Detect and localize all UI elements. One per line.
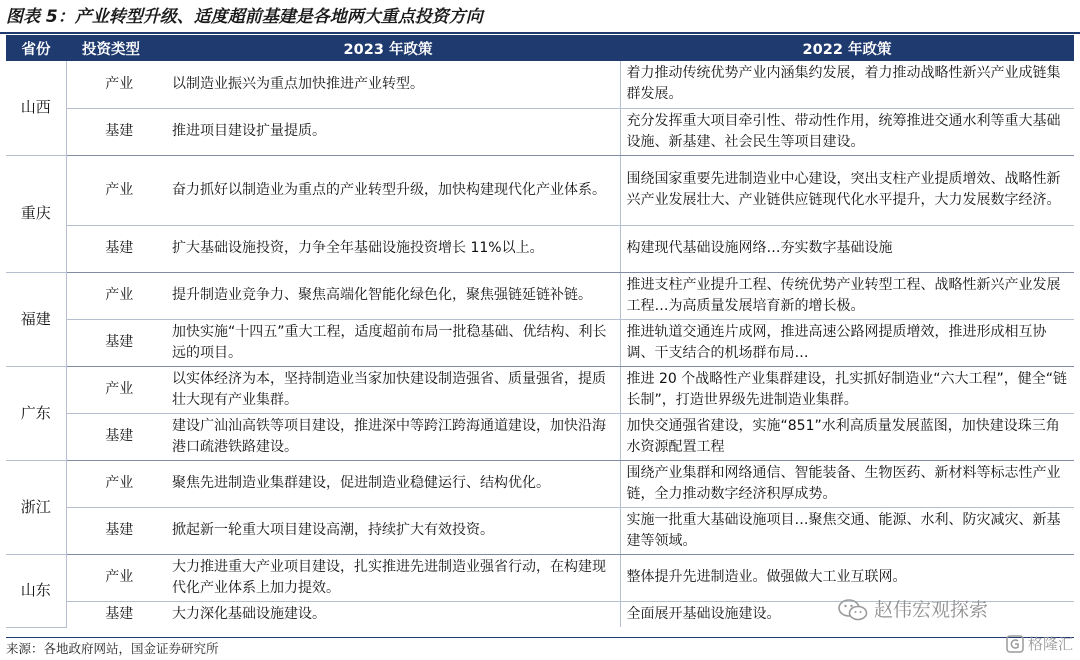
table-row	[6, 272, 1074, 319]
type-cell: 产业	[66, 155, 156, 225]
policy-2022-cell: 推进轨道交通连片成网，推进高速公路网提质增效，推进形成相互协调、干支结合的机场群布局…	[620, 319, 1074, 366]
policy-2022-cell: 围绕国家重要先进制造业中心建设，突出支柱产业提质增效、战略性新兴产业发展壮大、产业链供应链现代化水平提升，大力发展数字经济。	[620, 155, 1074, 225]
policy-2023-cell: 掀起新一轮重大项目建设高潮，持续扩大有效投资。	[156, 507, 620, 554]
gelonghui-watermark	[1006, 632, 1073, 656]
province-cell: 浙江	[6, 460, 66, 554]
gelonghui-logo-icon	[1006, 635, 1024, 653]
policy-2023-cell: 建设广汕汕高铁等项目建设，推进深中等跨江跨海通道建设，加快沿海港口疏港铁路建设。	[156, 413, 620, 460]
policy-2023-cell: 大力深化基础设施建设。	[172, 605, 326, 622]
type-cell: 基建	[105, 605, 134, 622]
policy-2022-cell: 着力推动传统优势产业内涵集约发展，着力推动战略性新兴产业成链集群发展。	[620, 61, 1074, 108]
type-cell: 基建	[66, 225, 156, 272]
policy-2023-cell: 加快实施“十四五”重大工程，适度超前布局一批稳基础、优结构、利长远的项目。	[156, 319, 620, 366]
table-row	[6, 554, 1074, 601]
gelonghui-name: 格隆汇	[1028, 635, 1074, 653]
type-cell: 产业	[66, 554, 156, 601]
table-row	[6, 225, 1074, 272]
table-row	[6, 108, 1074, 155]
header-2022: 2022 年政策	[620, 35, 1074, 61]
policy-2022-cell: 构建现代基础设施网络…夯实数字基础设施	[620, 225, 1074, 272]
type-cell: 产业	[66, 61, 156, 108]
table-row	[6, 319, 1074, 366]
table-row	[6, 460, 1074, 507]
policy-2023-cell: 以实体经济为本，坚持制造业当家加快建设制造强省、质量强省，提质壮大现有产业集群。	[156, 366, 620, 413]
table-row	[6, 366, 1074, 413]
wechat-icon	[838, 598, 868, 622]
policy-2022-cell: 围绕产业集群和网络通信、智能装备、生物医药、新材料等标志性产业链，全力推动数字经济积厚成势。	[620, 460, 1074, 507]
table-row	[6, 413, 1074, 460]
policy-2023-cell: 大力推进重大产业项目建设，扎实推进先进制造业强省行动，在构建现代化产业体系上加力提效。	[156, 554, 620, 601]
province-cell: 山西	[6, 61, 66, 155]
table-row	[6, 61, 1074, 108]
policy-2023-cell: 推进项目建设扩量提质。	[156, 108, 620, 155]
policy-2022-cell: 充分发挥重大项目牵引性、带动性作用，统筹推进交通水利等重大基础设施、新基建、社会民生等项目建设。	[620, 108, 1074, 155]
policy-2022-cell: 整体提升先进制造业。做强做大工业互联网。	[620, 554, 1074, 601]
policy-2023-cell: 扩大基础设施投资，力争全年基础设施投资增长 11%以上。	[156, 225, 620, 272]
source-note: 来源：各地政府网站，国金证券研究所	[6, 641, 219, 656]
table-row	[6, 507, 1074, 554]
policy-2023-cell: 聚焦先进制造业集群建设，促进制造业稳健运行、结构优化。	[156, 460, 620, 507]
policy-2022-cell: 全面展开基础设施建设。	[620, 601, 1074, 627]
policy-2023-cell: 提升制造业竞争力、聚焦高端化智能化绿色化，聚焦强链延链补链。	[156, 272, 620, 319]
policy-2022-cell: 推进支柱产业提升工程、传统优势产业转型工程、战略性新兴产业发展工程…为高质量发展培育新的增长极。	[620, 272, 1074, 319]
province-cell: 福建	[6, 272, 66, 366]
type-cell: 产业	[66, 272, 156, 319]
province-cell: 重庆	[6, 155, 66, 272]
type-cell: 基建	[66, 507, 156, 554]
policy-2023-cell: 奋力抓好以制造业为重点的产业转型升级，加快构建现代化产业体系。	[156, 155, 620, 225]
type-cell: 基建	[66, 108, 156, 155]
type-cell: 基建	[66, 319, 156, 366]
header-province: 省份	[6, 35, 66, 61]
bottom-rule	[6, 637, 1074, 638]
policy-2022-cell: 实施一批重大基础设施项目…聚焦交通、能源、水利、防灾减灾、新基建等领域。	[620, 507, 1074, 554]
province-cell: 山东	[6, 554, 66, 627]
policy-table	[6, 35, 1074, 628]
wechat-watermark	[838, 596, 988, 624]
policy-2022-cell: 推进 20 个战略性产业集群建设，扎实抓好制造业“六大工程”，健全“链长制”，打造世界级先进制造业集群。	[620, 366, 1074, 413]
policy-2022-cell: 加快交通强省建设，实施“851”水利高质量发展蓝图，加快建设珠三角水资源配置工程	[620, 413, 1074, 460]
wechat-account-name: 赵伟宏观探索	[874, 599, 989, 621]
type-cell: 基建	[66, 413, 156, 460]
header-row	[6, 35, 1074, 61]
type-cell: 产业	[66, 460, 156, 507]
header-type: 投资类型	[66, 35, 156, 61]
figure-title: 图表 5：产业转型升级、适度超前基建是各地两大重点投资方向	[6, 7, 483, 27]
province-cell: 广东	[6, 366, 66, 460]
header-2023: 2023 年政策	[156, 35, 620, 61]
title-rule	[0, 32, 1080, 34]
policy-2023-cell: 以制造业振兴为重点加快推进产业转型。	[156, 61, 620, 108]
type-cell: 产业	[66, 366, 156, 413]
table-row	[6, 155, 1074, 225]
